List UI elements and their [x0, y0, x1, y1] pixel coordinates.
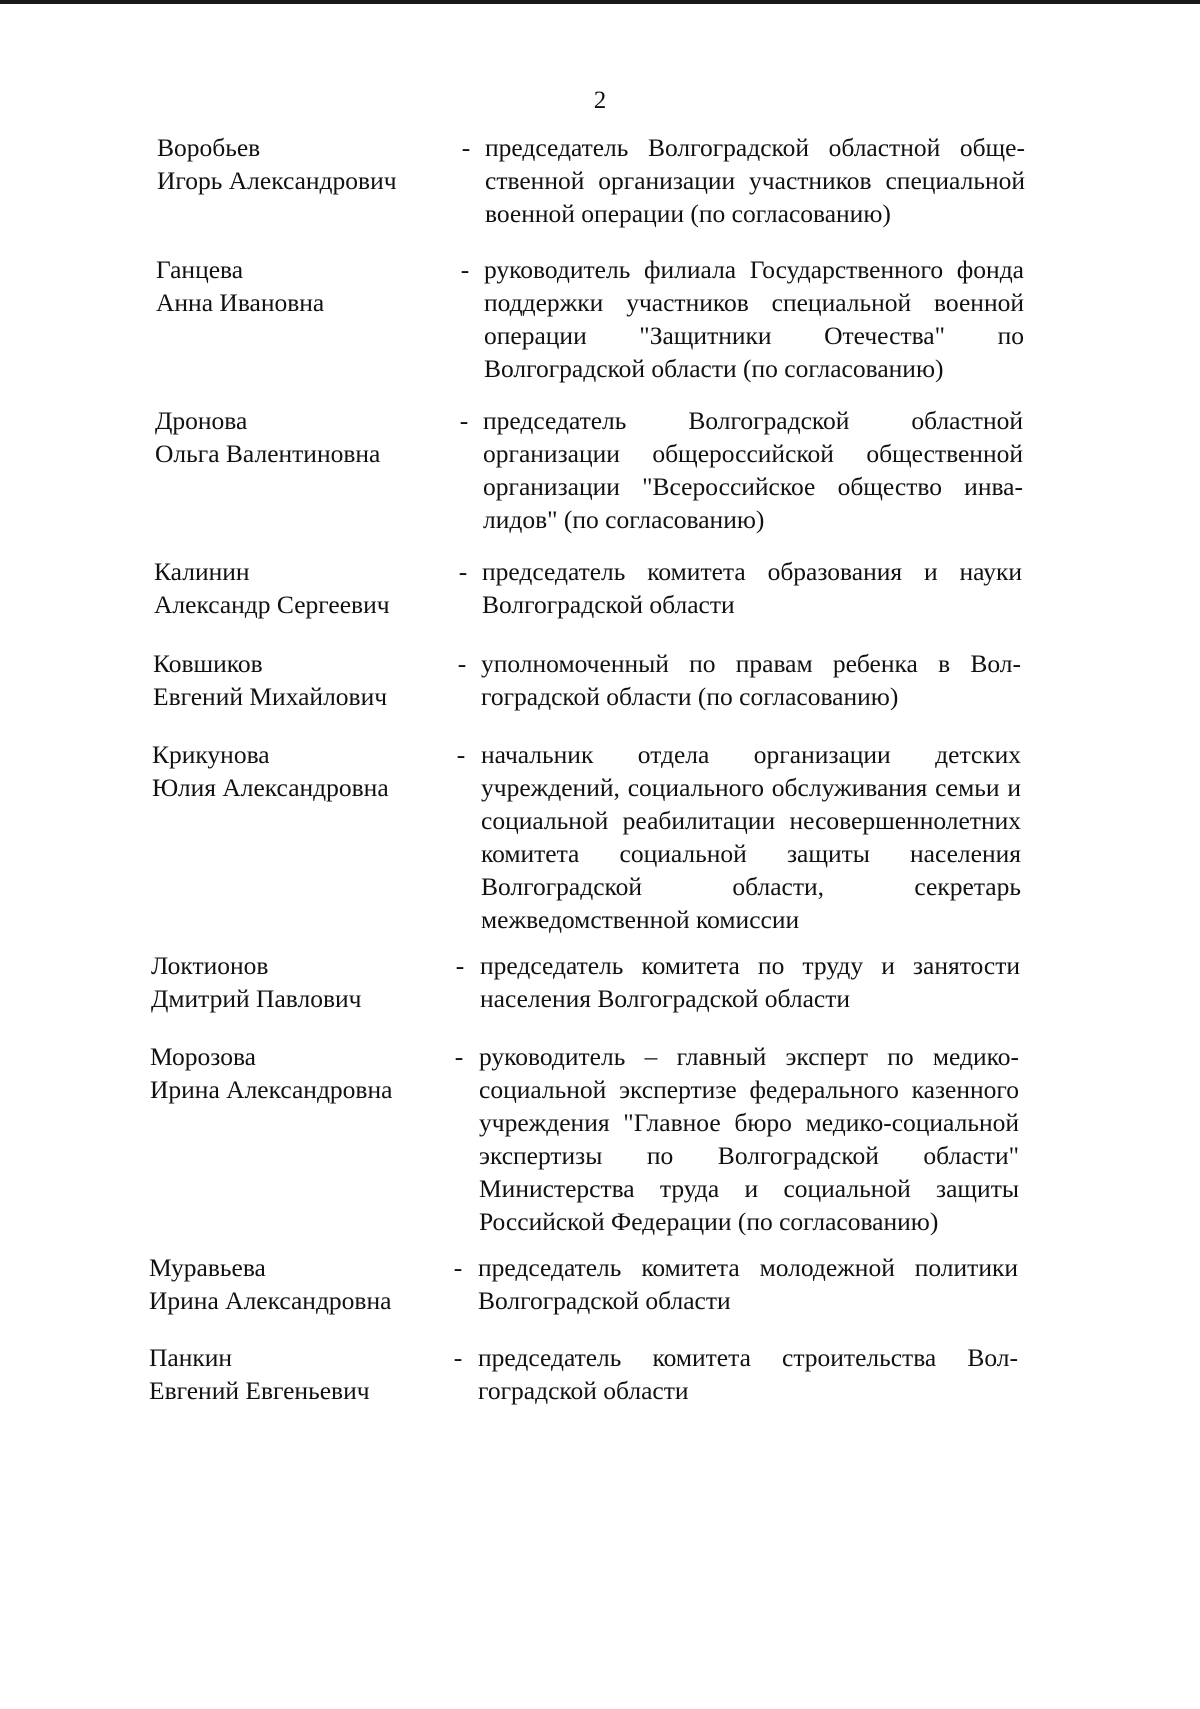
member-given-names: Ирина Александровна: [150, 1075, 393, 1104]
member-position: уполномоченный по правам ребенка в Волгоградской области (по согласованию): [481, 649, 1021, 711]
member-position: руководитель филиала Государственного фонда поддержки участников специальной военной операции "Защитники Отечества" по Волгоградской области (по согласованию): [484, 255, 1024, 383]
dash-separator: -: [460, 255, 470, 284]
member-name: [157, 131, 457, 197]
member-name: [155, 404, 455, 470]
member-given-names: Дмитрий Павлович: [151, 984, 362, 1013]
member-position: начальник отдела организации детских учреждений, социального обслуживания семьи и социальной реабилитации несовершеннолетних комитета социальной защиты населения Волгоградской области, секретарь межведомственной комиссии: [481, 740, 1021, 934]
member-position: председатель комитета строительства Волгоградской области: [478, 1343, 1018, 1405]
member-position: председатель комитета по труду и занятости населения Волгоградской области: [480, 951, 1020, 1013]
member-given-names: Евгений Евгеньевич: [149, 1376, 370, 1405]
member-position: председатель комитета образования и науки Волгоградской области: [482, 557, 1022, 619]
dash-separator: -: [454, 1042, 464, 1071]
member-surname: Воробьев: [157, 133, 261, 162]
member-name: [151, 949, 451, 1015]
dash-separator: -: [456, 740, 466, 769]
member-surname: Локтионов: [151, 951, 269, 980]
member-given-names: Ольга Валентиновна: [155, 439, 381, 468]
member-name: [154, 555, 454, 621]
dash-separator: -: [453, 1343, 463, 1372]
member-given-names: Ирина Александровна: [149, 1286, 392, 1315]
member-surname: Калинин: [154, 557, 250, 586]
member-surname: Морозова: [150, 1042, 256, 1071]
member-surname: Ковшиков: [153, 649, 263, 678]
member-surname: Ганцева: [156, 255, 244, 284]
member-given-names: Юлия Александровна: [152, 773, 389, 802]
dash-separator: -: [459, 406, 469, 435]
top-border-line: [0, 0, 1200, 4]
member-given-names: Игорь Александрович: [157, 166, 397, 195]
member-position: председатель Волгоградской областной организации общероссийской общественной организации "Всероссийское общество инвалидов" (по согласованию): [483, 406, 1023, 534]
member-name: [152, 738, 452, 804]
member-name: [156, 253, 456, 319]
member-name: [149, 1341, 449, 1407]
member-surname: Муравьева: [149, 1253, 266, 1282]
member-surname: Дронова: [155, 406, 248, 435]
member-position: руководитель – главный эксперт по медико-социальной экспертизе федерального казенного учреждения "Главное бюро медико-социальной экспертизы по Волгоградской области" Министерства труда и социальной защиты Российской Федерации (по согласованию): [479, 1042, 1019, 1236]
dash-separator: -: [453, 1253, 463, 1282]
dash-separator: -: [458, 557, 468, 586]
member-name: [153, 647, 453, 713]
member-given-names: Анна Ивановна: [156, 288, 325, 317]
dash-separator: -: [461, 133, 471, 162]
member-position: председатель Волгоградской областной общественной организации участников специальной военной операции (по согласованию): [485, 133, 1025, 228]
member-given-names: Александр Сергеевич: [154, 590, 390, 619]
dash-separator: -: [457, 649, 467, 678]
member-surname: Панкин: [149, 1343, 233, 1372]
member-name: [149, 1251, 449, 1317]
member-surname: Крикунова: [152, 740, 270, 769]
member-given-names: Евгений Михайлович: [153, 682, 388, 711]
member-name: [150, 1040, 450, 1106]
page-number: 2: [593, 87, 607, 114]
member-position: председатель комитета молодежной политики Волгоградской области: [478, 1253, 1018, 1315]
dash-separator: -: [455, 951, 465, 980]
